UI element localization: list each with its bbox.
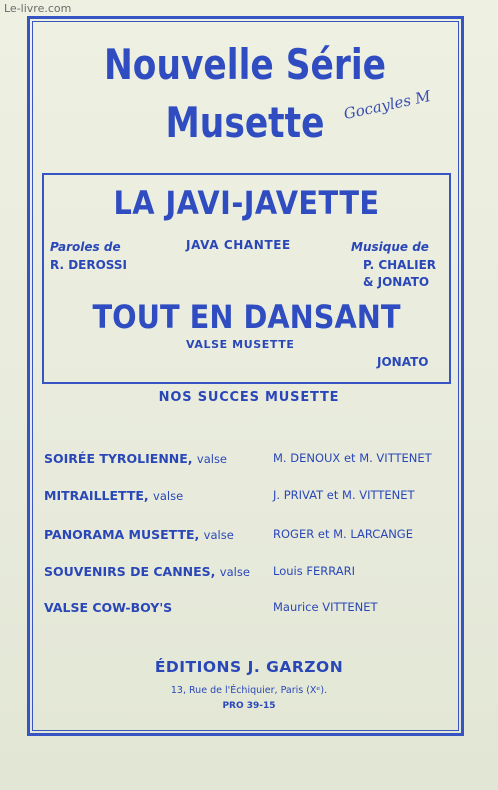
series-title-line1: Nouvelle Série [103, 40, 387, 89]
composer-line2: & JONATO [363, 275, 430, 289]
list-item-title: SOUVENIRS DE CANNES, valse [44, 564, 250, 579]
lyricist: R. DEROSSI [50, 258, 128, 272]
list-item-authors: ROGER et M. LARCANGE [273, 527, 413, 541]
list-item-authors: Maurice VITTENET [273, 600, 378, 614]
publisher-address: 13, Rue de l'Échiquier, Paris (Xᵉ). [170, 685, 328, 696]
list-item-authors: J. PRIVAT et M. VITTENET [273, 488, 415, 502]
music-label: Musique de [351, 240, 429, 254]
list-item-authors: M. DENOUX et M. VITTENET [273, 451, 432, 465]
song2-genre: VALSE MUSETTE [186, 338, 295, 351]
publisher-code: PRO 39-15 [222, 701, 276, 711]
list-item-title: PANORAMA MUSETTE, valse [44, 527, 234, 542]
series-title-line2: Musette [165, 98, 325, 147]
list-item-authors: Louis FERRARI [273, 564, 356, 578]
successes-heading: NOS SUCCES MUSETTE [158, 390, 340, 405]
watermark: Le-livre.com [4, 2, 72, 15]
composer-line1: P. CHALIER [363, 258, 437, 272]
handwritten-signature: Gocayles M [342, 87, 433, 123]
lyrics-label: Paroles de [50, 240, 121, 254]
song1-genre: JAVA CHANTEE [186, 238, 291, 252]
list-item-title: MITRAILLETTE, valse [44, 488, 184, 503]
song2-title: TOUT EN DANSANT [92, 298, 401, 336]
list-item-title: VALSE COW-BOY'S [44, 600, 173, 615]
list-item-title: SOIRÉE TYROLIENNE, valse [44, 451, 228, 466]
publisher-name: ÉDITIONS J. GARZON [154, 658, 344, 676]
song2-composer: JONATO [377, 355, 429, 369]
song1-title: LA JAVI-JAVETTE [113, 184, 380, 222]
